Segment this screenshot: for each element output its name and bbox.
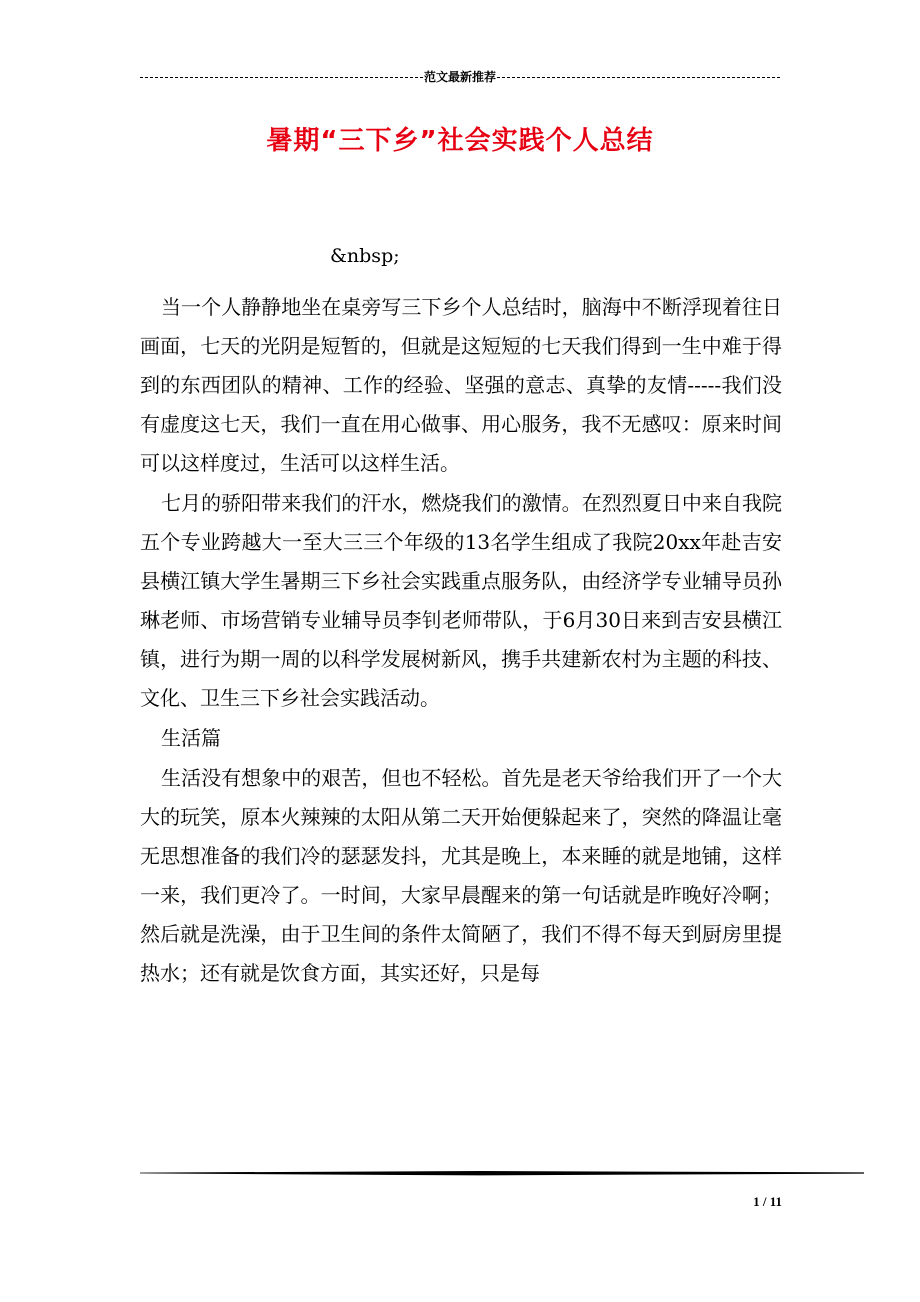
header-label: 范文最新推荐 xyxy=(424,69,497,84)
document-title: 暑期“三下乡”社会实践个人总结 xyxy=(266,126,654,156)
section-paragraph: 生活没有想象中的艰苦，但也不轻松。首先是老天爷给我们开了一个大大的玩笑，原本火辣辣的太阳从第二天开始便躲起来了，突然的降温让毫无思想准备的我们冷的瑟瑟发抖，尤其是晚上，本来睡的就是地铺，这样一来，我们更冷了。一时间，大家早晨醒来的第一句话就是昨晚好冷啊；然后就是洗澡，由于卫生间的条件太简陋了，我们不得不每天到厨房里提热水；还有就是饮食方面，其实还好，只是每 xyxy=(140,766,782,985)
page-number: 1 / 11 xyxy=(753,1194,782,1209)
nbsp-text: &nbsp; xyxy=(330,245,400,267)
footer-rule-shape xyxy=(140,1171,864,1175)
page-header xyxy=(140,66,780,86)
header-dash-right xyxy=(497,77,780,78)
header-dash-left xyxy=(140,77,423,78)
document-body xyxy=(140,236,782,994)
paragraph-1: 当一个人静静地坐在桌旁写三下乡个人总结时，脑海中不断浮现着往日画面，七天的光阴是短暂的，但就是这短短的七天我们得到一生中难于得到的东西团队的精神、工作的经验、坚强的意志、真挚的友情-----我们没有虚度这七天，我们一直在用心做事、用心服务，我不无感叹：原来时间可以这样度过，生活可以这样生活。 xyxy=(140,295,782,475)
paragraph-2: 七月的骄阳带来我们的汗水，燃烧我们的激情。在烈烈夏日中来自我院五个专业跨越大一至大三三个年级的13名学生组成了我院20xx年赴吉安县横江镇大学生暑期三下乡社会实践重点服务队，由经济学专业辅导员孙琳老师、市场营销专业辅导员李钊老师带队，于6月30日来到吉安县横江镇，进行为期一周的以科学发展树新风，携手共建新农村为主题的科技、文化、卫生三下乡社会实践活动。 xyxy=(140,491,782,710)
section-heading: 生活篇 xyxy=(161,726,221,750)
footer-rule xyxy=(140,1168,864,1178)
